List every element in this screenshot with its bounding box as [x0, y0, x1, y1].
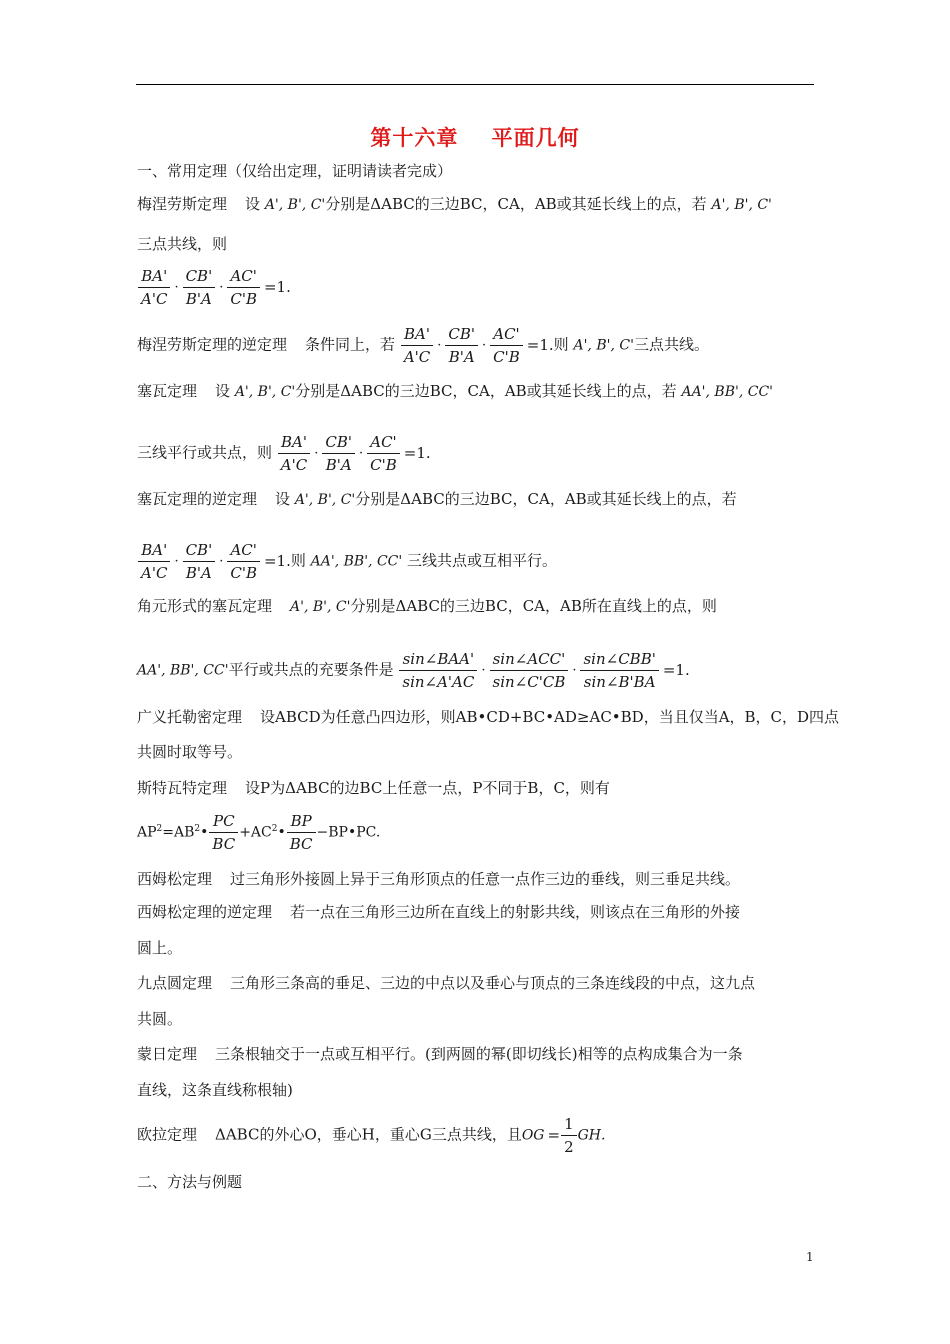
fraction [580, 649, 658, 692]
nine-point-line1 [137, 973, 755, 993]
formula-part: • [277, 824, 286, 841]
denominator: C'B [367, 453, 400, 475]
fraction [399, 649, 477, 692]
formula-part: +AC [239, 824, 272, 841]
numerator: CB' [325, 433, 352, 451]
theorem-text: 条件同上，若 [305, 335, 396, 354]
math-term: GH. [577, 1127, 606, 1144]
fraction [287, 811, 316, 854]
denominator: A'C [138, 561, 170, 583]
numerator: CB' [185, 541, 213, 559]
denominator: A'C [138, 287, 170, 309]
denominator: C'B [227, 287, 260, 309]
math-lines: AA', BB', CC' [310, 553, 403, 570]
ceva-line2: 三线平行或共点，则 $\frac{BA'}{A'C}$ · $\frac{CB'}{B'A}$ · $\frac{AC'}{C'B}$ =1. [137, 433, 431, 474]
math-term: OG [521, 1127, 545, 1144]
math-points: A', B', C' [264, 197, 326, 213]
numerator: BP [290, 812, 312, 830]
numerator: CB' [185, 267, 213, 285]
chapter-name: 平面几何 [491, 125, 580, 150]
set-word: 设 [215, 382, 231, 400]
formula-part: AP [137, 824, 157, 841]
denominator: A'C [401, 345, 433, 367]
numerator: PC [213, 812, 235, 830]
simson-converse-line2: 圆上。 [137, 939, 183, 957]
theorem-text: 则 [290, 551, 306, 570]
theorem-name: 蒙日定理 [137, 1045, 198, 1063]
numerator: AC' [370, 433, 397, 451]
theorem-name: 广义托勒密定理 [137, 708, 243, 726]
numerator: AC' [230, 541, 257, 559]
theorem-text: 三点共线。 [633, 335, 709, 354]
ceva-line1 [137, 381, 773, 402]
ceva-trig-line2: AA', BB', CC'平行或共点的充要条件是 $\frac{\text{sin∠BAA'}}{\sin\angle A'AC}$ · $\frac{\text{sin∠ACC'}}{\sin\angle C'CB}$ · $\frac{\text{sin∠CBB'}}{\sin\angle B'BA}$ =1. [137, 650, 690, 691]
theorem-text: 设P为ΔABC的边BC上任意一点，P不同于B，C，则有 [245, 779, 610, 797]
ceva-converse-line1 [137, 489, 737, 510]
numerator: AC' [230, 267, 257, 285]
nine-point-line2: 共圆。 [137, 1010, 183, 1028]
math-lines: AA', BB', CC' [681, 384, 774, 400]
denominator: C'B [227, 561, 260, 583]
formula-part: • [200, 824, 209, 841]
denominator: BC [209, 832, 238, 854]
math-points: A', B', C' [290, 599, 351, 615]
denominator: B'A [183, 561, 216, 583]
fraction [490, 649, 569, 692]
equals-sign: = [547, 1125, 561, 1144]
header-rule [136, 84, 814, 85]
stewart-formula [137, 811, 380, 854]
fraction [401, 324, 433, 367]
math-points: A', B', C' [294, 492, 356, 508]
theorem-text: 平行或共点的充要条件是 [228, 660, 394, 679]
theorem-text: 三条根轴交于一点或互相平行。(到两圆的幂(即切线长)相等的点构成集合为一条 [215, 1045, 743, 1063]
fraction [183, 540, 216, 583]
menelaus-formula: $\frac{BA'}{A'C}$ · $\frac{CB'}{B'A}$ · $\frac{AC'}{C'B}$ =1. [137, 266, 291, 309]
fraction [183, 266, 216, 309]
stewart-line1 [137, 778, 610, 798]
fraction [227, 266, 260, 309]
fraction [138, 266, 170, 309]
theorem-text: ΔABC的外心O，垂心H，重心G三点共线，且 [215, 1125, 522, 1144]
superscript: 2 [156, 823, 163, 834]
formula-part: −BP•PC. [316, 824, 381, 841]
theorem-name: 九点圆定理 [137, 974, 213, 992]
denominator: C'B [490, 345, 523, 367]
euler-line [137, 1114, 605, 1157]
monge-line1 [137, 1044, 743, 1064]
chapter-title [0, 122, 950, 152]
page-number: 1 [806, 1250, 814, 1264]
numerator: BA' [281, 433, 307, 451]
math-lines: AA', BB', CC' [137, 662, 229, 679]
superscript: 2 [194, 823, 201, 834]
theorem-name: 欧拉定理 [137, 1125, 198, 1144]
theorem-name: 斯特瓦特定理 [137, 779, 228, 797]
fraction [445, 324, 478, 367]
theorem-text: 过三角形外接圆上异于三角形顶点的任意一点作三边的垂线，则三垂足共线。 [230, 870, 741, 888]
fraction [278, 432, 310, 475]
ptolemy-line2: 共圆时取等号。 [137, 743, 243, 761]
theorem-text: 分别是ΔABC的三边BC，CA，AB所在直线上的点，则 [350, 597, 717, 615]
math-points: A', B', C' [234, 384, 296, 400]
numerator: sin∠BAA' [402, 650, 475, 668]
theorem-text: 分别是ΔABC的三边BC，CA，AB或其延长线上的点，若 [325, 195, 707, 213]
menelaus-line1 [137, 194, 772, 215]
menelaus-converse: 梅涅劳斯定理的逆定理 条件同上，若 $\frac{BA'}{A'C}$ · $\frac{CB'}{B'A}$ · $\frac{AC'}{C'B}$ =1.则 A', B', C'三点共线。 [137, 325, 709, 366]
set-word: 设 [245, 195, 261, 213]
fraction [322, 432, 355, 475]
ptolemy-line1 [137, 707, 839, 727]
formula-part: =AB [162, 824, 195, 841]
numerator: 1 [564, 1115, 574, 1133]
denominator: 2 [561, 1135, 577, 1157]
theorem-text: 若一点在三角形三边所在直线上的射影共线，则该点在三角形的外接 [290, 903, 741, 921]
denominator: B'A [322, 453, 355, 475]
theorem-text: 分别是ΔABC的三边BC，CA，AB或其延长线上的点，若 [355, 490, 737, 508]
theorem-text: 则 [553, 335, 569, 354]
denominator: sin∠A'AC [399, 670, 477, 692]
denominator: A'C [278, 453, 310, 475]
superscript: 2 [271, 823, 278, 834]
denominator: B'A [445, 345, 478, 367]
monge-line2: 直线，这条直线称根轴) [137, 1081, 293, 1099]
theorem-name: 塞瓦定理的逆定理 [137, 490, 258, 508]
theorem-name: 梅涅劳斯定理 [137, 195, 228, 213]
theorem-text: 设ABCD为任意凸四边形，则AB•CD+BC•AD≥AC•BD，当且仅当A，B，C，D四点 [260, 708, 840, 726]
section-heading-1: 一、常用定理（仅给出定理，证明请读者完成） [137, 162, 453, 180]
theorem-text: 三线共点或互相平行。 [407, 551, 558, 570]
chapter-number: 第十六章 [370, 125, 459, 150]
theorem-text: 三线平行或共点，则 [137, 443, 273, 462]
fraction [490, 324, 523, 367]
numerator: sin∠CBB' [583, 650, 656, 668]
numerator: BA' [404, 325, 431, 343]
ceva-trig-line1 [137, 596, 717, 617]
fraction [561, 1114, 577, 1157]
equals-one: =1. [403, 443, 431, 462]
denominator: BC [287, 832, 316, 854]
math-points: A', B', C' [711, 197, 772, 213]
equals-one: =1. [263, 551, 291, 570]
theorem-name: 梅涅劳斯定理的逆定理 [137, 335, 288, 354]
fraction [367, 432, 400, 475]
numerator: BA' [141, 267, 168, 285]
denominator: sin∠C'CB [490, 670, 569, 692]
simson-line [137, 869, 740, 889]
ceva-converse-line2: $\frac{BA'}{A'C}$ · $\frac{CB'}{B'A}$ · $\frac{AC'}{C'B}$ =1.则 AA', BB', CC' 三线共点或互相平行。 [137, 540, 557, 583]
section-heading-2: 二、方法与例题 [137, 1173, 243, 1191]
fraction [209, 811, 238, 854]
math-points: A', B', C' [573, 337, 634, 354]
theorem-text: 三角形三条高的垂足、三边的中点以及垂心与顶点的三条连线段的中点，这九点 [230, 974, 756, 992]
equals-one: =1. [526, 335, 554, 354]
theorem-name: 西姆松定理 [137, 870, 213, 888]
numerator: sin∠ACC' [492, 650, 566, 668]
theorem-name: 西姆松定理的逆定理 [137, 903, 273, 921]
theorem-name: 角元形式的塞瓦定理 [137, 597, 273, 615]
set-word: 设 [275, 490, 291, 508]
theorem-name: 塞瓦定理 [137, 382, 198, 400]
theorem-text: 分别是ΔABC的三边BC，CA，AB或其延长线上的点，若 [295, 382, 677, 400]
numerator: BA' [141, 541, 168, 559]
denominator: sin∠B'BA [580, 670, 658, 692]
denominator: B'A [183, 287, 216, 309]
fraction [138, 540, 170, 583]
numerator: AC' [493, 325, 520, 343]
numerator: CB' [448, 325, 476, 343]
equals-one: =1. [263, 277, 291, 296]
equals-one: =1. [662, 660, 690, 679]
fraction [227, 540, 260, 583]
menelaus-line2: 三点共线，则 [137, 235, 228, 253]
simson-converse-line1 [137, 902, 740, 922]
